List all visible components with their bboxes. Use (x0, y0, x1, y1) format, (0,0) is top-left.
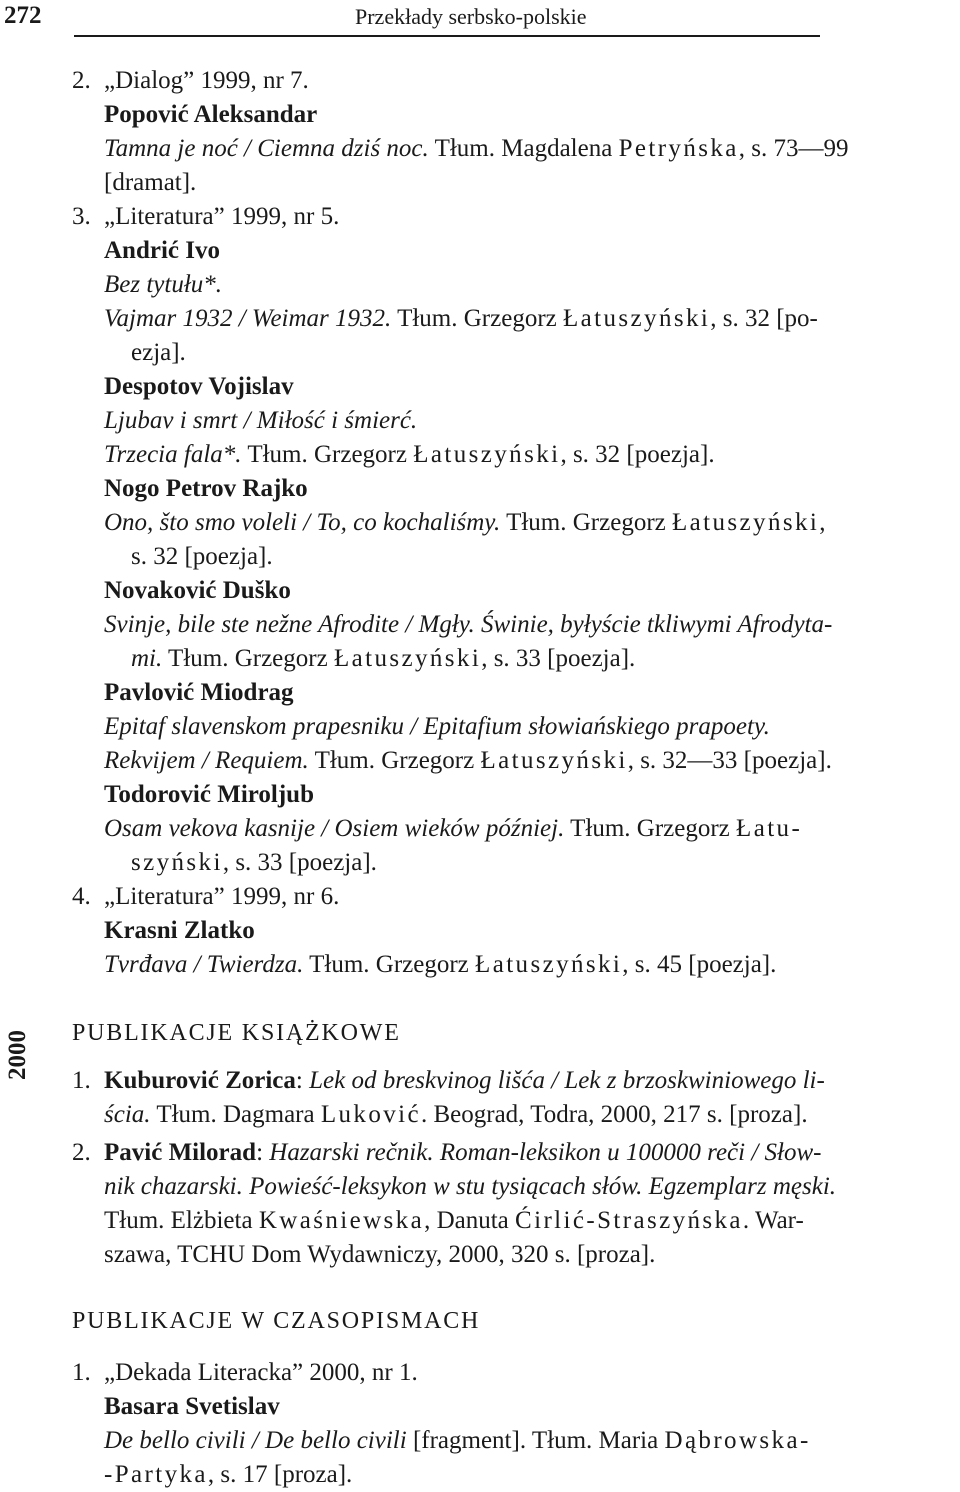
translator-name: Łatuszyński (413, 441, 561, 468)
work-title: Rekvijem / Requiem. (104, 747, 309, 774)
translation-note: Tłum. Grzegorz (391, 305, 563, 332)
bib-entry-line (104, 744, 832, 778)
journal-issue: „Literatura” 1999, nr 5. (104, 203, 340, 230)
author-name: Pavlović Miodrag (104, 679, 294, 706)
translation-note: [fragment]. Tłum. Maria (406, 1427, 665, 1454)
translator-name: szyński (131, 849, 223, 876)
page-range: , s. 33 [poezja]. (222, 849, 377, 876)
page-range: , s. 33 [poezja]. (481, 645, 636, 672)
translator-name: Dąbrowska- (664, 1427, 811, 1454)
work-title: nik chazarski. Powieść-leksykon w stu tysiącach słów. Egzemplarz męski. (104, 1173, 837, 1200)
translator-name: Ćirlić-Straszyńska (515, 1207, 743, 1234)
translation-note: Tłum. Elżbieta (104, 1207, 259, 1234)
translation-note: Tłum. Magdalena (428, 135, 619, 162)
page-range: , s. 45 [poezja]. (622, 951, 777, 978)
section-heading-journals: PUBLIKACJE W CZASOPISMACH (72, 1308, 481, 1334)
running-title: Przekłady serbsko-polskie (355, 4, 587, 29)
bib-entry-line (104, 506, 825, 540)
bib-entry-line (104, 132, 849, 166)
translation-note: Tłum. Grzegorz (500, 509, 672, 536)
translation-note: Tłum. Grzegorz (162, 645, 334, 672)
translation-note: Tłum. Grzegorz (308, 747, 481, 774)
author-name: Novaković Duško (104, 577, 291, 604)
bib-entry-line (104, 1136, 821, 1170)
work-title: Hazarski rečnik. Roman-leksikon u 100000 reči / Słow- (269, 1139, 822, 1166)
bib-entry-line (104, 1064, 825, 1098)
author-name: Popović Aleksandar (104, 101, 318, 128)
header-rule (74, 35, 820, 37)
bib-entry-line (104, 1098, 808, 1132)
punctuation: , Danuta (424, 1207, 516, 1234)
work-title: Ljubav i smrt / Miłość i śmierć. (104, 407, 418, 434)
work-title: Ono, što smo voleli / To, co kochaliśmy. (104, 509, 501, 536)
genre-note: [dramat]. (104, 169, 197, 196)
entry-number: 3. (72, 203, 91, 230)
journal-issue: „Dialog” 1999, nr 7. (104, 67, 309, 94)
work-title: mi. (131, 645, 163, 672)
author-name: Pavić Milorad (104, 1139, 257, 1166)
translator-name: Luković (320, 1101, 421, 1128)
bib-entry-line (131, 846, 377, 880)
author-name: Nogo Petrov Rajko (104, 475, 308, 502)
entry-number: 4. (72, 883, 91, 910)
punctuation: , (819, 509, 826, 536)
journal-issue: „Literatura” 1999, nr 6. (104, 883, 340, 910)
bib-entry-line (104, 812, 802, 846)
bib-entry-line (104, 948, 776, 982)
author-name: Kuburović Zorica (104, 1067, 296, 1094)
section-heading-books: PUBLIKACJE KSIĄŻKOWE (72, 1020, 401, 1046)
translation-note: Tłum. Grzegorz (303, 951, 476, 978)
work-title: Svinje, bile ste nežne Afrodite / Mgły. Świnie, byłyście tkliwymi Afrodyta- (104, 611, 833, 638)
page-range: s. 32 [poezja]. (131, 543, 273, 570)
entry-number: 2. (72, 1139, 91, 1166)
author-name: Basara Svetislav (104, 1393, 280, 1420)
author-name: Despotov Vojislav (104, 373, 294, 400)
work-title: Tamna je noć / Ciemna dziś noc. (104, 135, 429, 162)
genre-note: ezja]. (131, 339, 186, 366)
entry-number: 2. (72, 67, 91, 94)
translation-note: Tłum. Grzegorz (564, 815, 737, 842)
work-title: De bello civili / De bello civili (104, 1427, 407, 1454)
translator-name: -Partyka (104, 1461, 208, 1488)
entry-number: 1. (72, 1359, 91, 1386)
work-title: Vajmar 1932 / Weimar 1932. (104, 305, 392, 332)
bib-entry-line (104, 438, 715, 472)
work-title: Tvrđava / Twierdza. (104, 951, 304, 978)
page-range: , s. 32 [po- (710, 305, 818, 332)
author-name: Andrić Ivo (104, 237, 220, 264)
author-name: Krasni Zlatko (104, 917, 255, 944)
page-number: 272 (4, 2, 42, 29)
publication-info: . Beograd, Todra, 2000, 217 s. [proza]. (420, 1101, 808, 1128)
punctuation: : (295, 1067, 310, 1094)
bib-entry-line (104, 302, 818, 336)
author-name: Todorović Miroljub (104, 781, 314, 808)
translation-note: Tłum. Dagmara (150, 1101, 321, 1128)
punctuation: : (256, 1139, 270, 1166)
page-range: , s. 73—99 (738, 135, 849, 162)
bib-entry-line (104, 1204, 804, 1238)
bib-entry-line (104, 1424, 811, 1458)
page-range: , s. 32—33 [poezja]. (627, 747, 832, 774)
journal-issue: „Dekada Literacka” 2000, nr 1. (104, 1359, 418, 1386)
translator-name: Łatuszyński (672, 509, 820, 536)
bib-entry-line (104, 1458, 352, 1492)
publication-info: . War- (742, 1207, 804, 1234)
translator-name: Łatuszyński (475, 951, 623, 978)
page-range: , s. 32 [poezja]. (560, 441, 715, 468)
translator-name: Łatuszyński (563, 305, 711, 332)
work-title: Bez tytułu*. (104, 271, 223, 298)
entry-number: 1. (72, 1067, 91, 1094)
work-title: Trzecia fala*. (104, 441, 242, 468)
publication-info: szawa, TCHU Dom Wydawniczy, 2000, 320 s. [proza]. (104, 1241, 656, 1268)
translator-name: Łatuszyński (333, 645, 482, 672)
translation-note: Tłum. Grzegorz (241, 441, 414, 468)
work-title: Osam vekova kasnije / Osiem wieków później. (104, 815, 565, 842)
translator-name: Łatu- (736, 815, 803, 842)
year-side-tab: 2000 (4, 1030, 31, 1080)
work-title: Lek od breskvinog lišća / Lek z brzoskwiniowego li- (309, 1067, 825, 1094)
page-range: , s. 17 [proza]. (207, 1461, 353, 1488)
work-title: Epitaf slavenskom prapesniku / Epitafium słowiańskiego prapoety. (104, 713, 770, 740)
translator-name: Petryńska (618, 135, 739, 162)
translator-name: Kwaśniewska (258, 1207, 425, 1234)
translator-name: Łatuszyński (480, 747, 628, 774)
work-title: ścia. (104, 1101, 151, 1128)
bib-entry-line (131, 642, 635, 676)
